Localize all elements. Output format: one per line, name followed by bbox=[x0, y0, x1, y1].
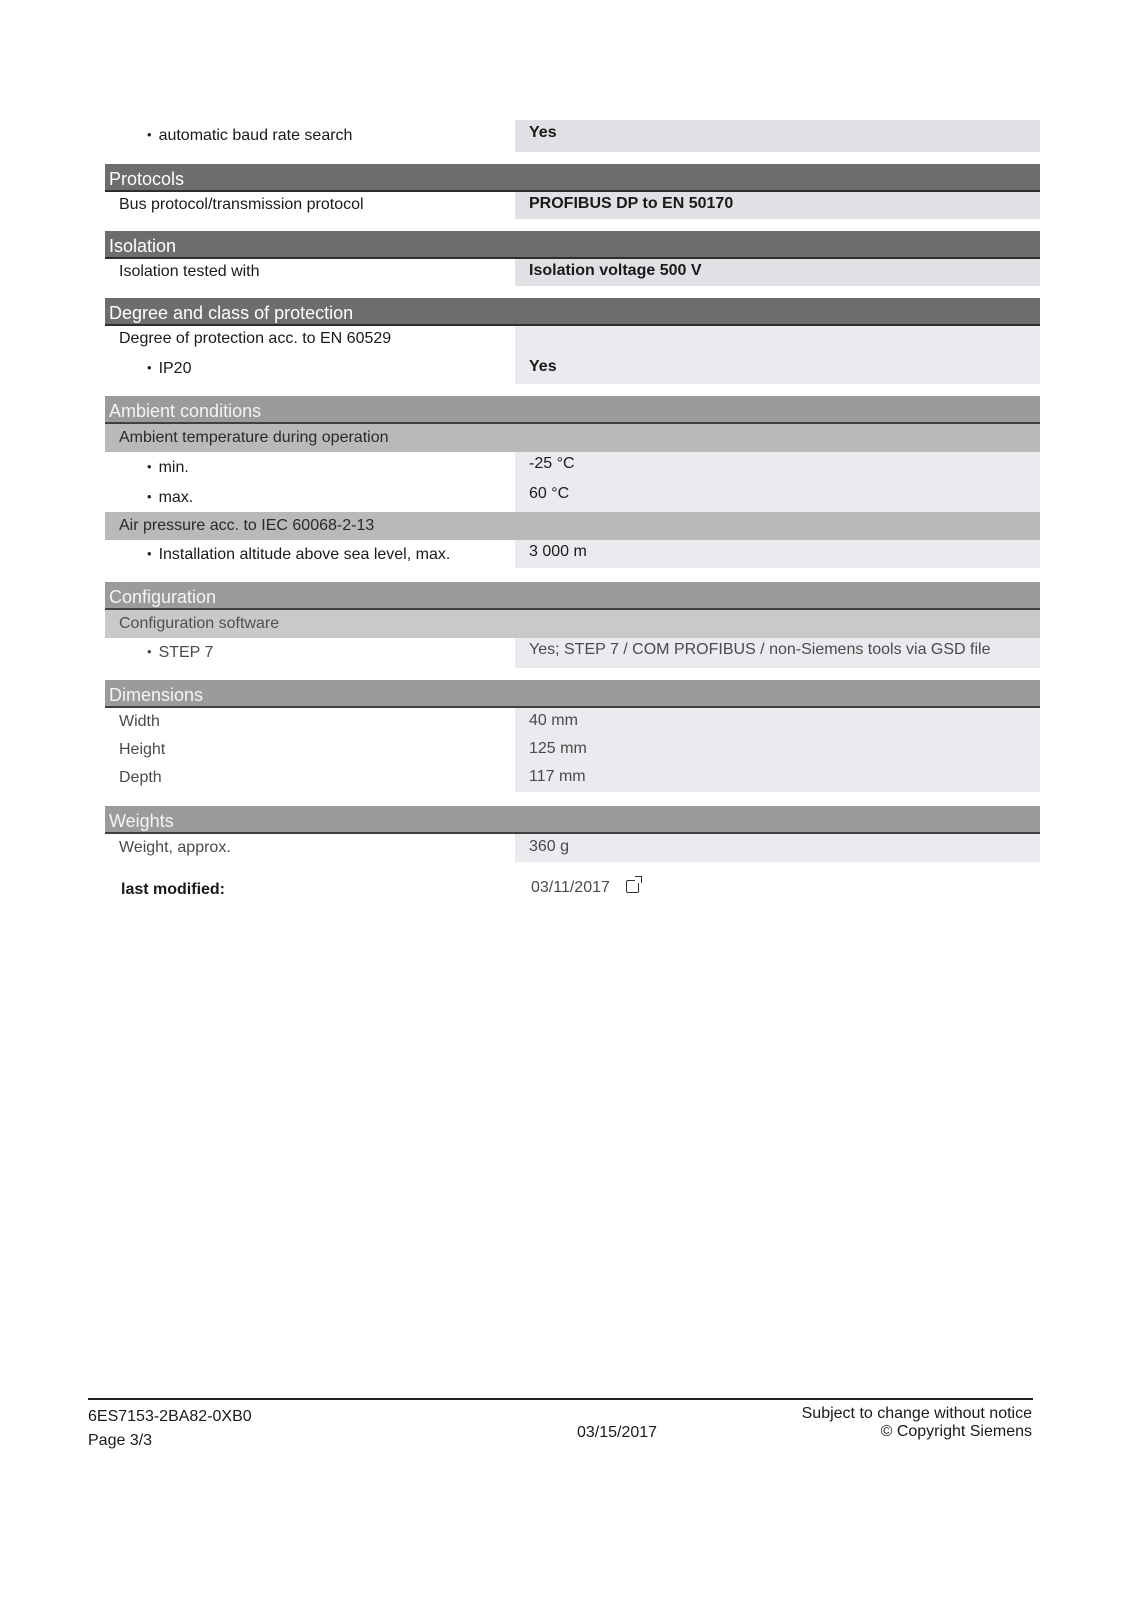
last-modified-label: last modified: bbox=[121, 881, 226, 898]
spec-row-protection-label bbox=[105, 326, 1040, 354]
section-header-protection: Degree and class of protection bbox=[105, 298, 1040, 326]
spec-row-baud-rate bbox=[105, 120, 1040, 152]
spec-label: Width bbox=[119, 713, 160, 730]
spec-value: Isolation voltage 500 V bbox=[515, 259, 1040, 286]
spec-value: -25 °C bbox=[515, 452, 1040, 482]
spec-value: 125 mm bbox=[515, 736, 1040, 764]
last-modified-row bbox=[105, 870, 1040, 910]
spec-value: Yes; STEP 7 / COM PROFIBUS / non-Siemens tools via GSD file bbox=[515, 638, 1040, 668]
spec-label: Degree of protection acc. to EN 60529 bbox=[119, 330, 392, 347]
external-link-icon[interactable] bbox=[626, 880, 639, 893]
spec-table bbox=[105, 120, 1040, 910]
spec-row-bus-protocol bbox=[105, 192, 1040, 219]
spec-label: • STEP 7 bbox=[105, 638, 515, 668]
spec-value: 60 °C bbox=[515, 482, 1040, 512]
footer-article-number: 6ES7153-2BA82-0XB0 bbox=[88, 1408, 252, 1425]
footer-copyright: © Copyright Siemens bbox=[880, 1423, 1032, 1440]
spec-label: • max. bbox=[105, 482, 515, 512]
section-header-configuration: Configuration bbox=[105, 582, 1040, 610]
spec-row-width bbox=[105, 708, 1040, 736]
spec-row-isolation bbox=[105, 259, 1040, 286]
last-modified-date[interactable]: 03/11/2017 bbox=[531, 879, 610, 896]
section-header-weights: Weights bbox=[105, 806, 1040, 834]
spec-label: Weight, approx. bbox=[119, 839, 231, 856]
spec-label: • automatic baud rate search bbox=[105, 120, 515, 152]
footer-date: 03/15/2017 bbox=[577, 1424, 658, 1441]
spec-label: Bus protocol/transmission protocol bbox=[119, 196, 364, 213]
subheader-ambient-temp bbox=[105, 424, 1040, 452]
last-modified-value-wrap[interactable] bbox=[515, 870, 1040, 910]
spec-value: 117 mm bbox=[515, 764, 1040, 792]
subheader-air-pressure bbox=[105, 512, 1040, 540]
spec-row-depth bbox=[105, 764, 1040, 792]
footer-notice: Subject to change without notice bbox=[801, 1405, 1032, 1422]
section-header-protocols: Protocols bbox=[105, 164, 1040, 192]
spec-value: Yes bbox=[515, 120, 1040, 152]
spec-value: 3 000 m bbox=[515, 540, 1040, 568]
spec-row-weight bbox=[105, 834, 1040, 862]
spec-label: Height bbox=[119, 741, 166, 758]
section-header-isolation: Isolation bbox=[105, 231, 1040, 259]
spec-label: Isolation tested with bbox=[119, 263, 260, 280]
spec-row-ip20 bbox=[105, 354, 1040, 384]
subheader-configuration-software bbox=[105, 610, 1040, 638]
spec-label: Depth bbox=[119, 769, 162, 786]
spec-label: • IP20 bbox=[105, 354, 515, 384]
spec-label: Ambient temperature during operation bbox=[119, 429, 389, 446]
spec-label: Configuration software bbox=[119, 615, 280, 632]
spec-value: Yes bbox=[515, 354, 1040, 384]
footer-divider bbox=[88, 1398, 1033, 1400]
spec-row-temp-min bbox=[105, 452, 1040, 482]
spec-value: 40 mm bbox=[515, 708, 1040, 736]
spec-label: • Installation altitude above sea level, max. bbox=[105, 540, 515, 568]
spec-row-step7 bbox=[105, 638, 1040, 668]
spec-row-height bbox=[105, 736, 1040, 764]
section-header-ambient: Ambient conditions bbox=[105, 396, 1040, 424]
spec-label: Air pressure acc. to IEC 60068-2-13 bbox=[119, 517, 375, 534]
spec-value: 360 g bbox=[515, 834, 1040, 862]
spec-label: • min. bbox=[105, 452, 515, 482]
spec-value: PROFIBUS DP to EN 50170 bbox=[515, 192, 1040, 219]
section-header-dimensions: Dimensions bbox=[105, 680, 1040, 708]
footer-page-number: Page 3/3 bbox=[88, 1432, 153, 1449]
spec-row-altitude bbox=[105, 540, 1040, 568]
spec-row-temp-max bbox=[105, 482, 1040, 512]
